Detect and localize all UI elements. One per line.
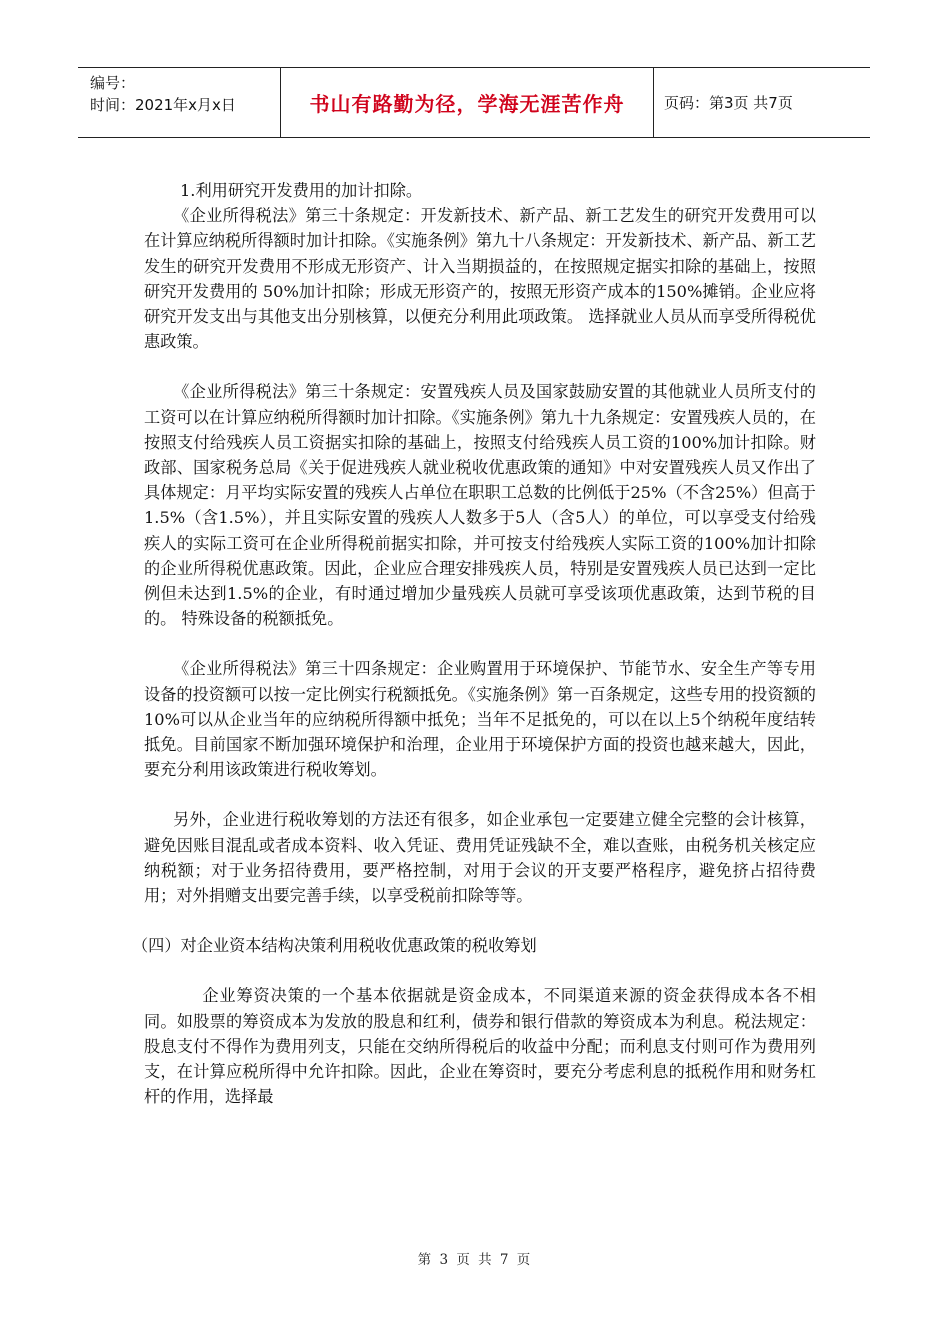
header-motto: 书山有路勤为径，学海无涯苦作舟 (309, 92, 625, 116)
header-page-cell (654, 68, 870, 137)
page-header (78, 67, 870, 138)
document-body (132, 178, 816, 1110)
document-number-label: 编号： (90, 74, 136, 92)
header-page-info: 页码：第3页 共7页 (664, 94, 793, 112)
footer-page-number: 第 3 页 共 7 页 (417, 1252, 533, 1268)
section-heading-rd-deduction: 1.利用研究开发费用的加计扣除。 (180, 181, 423, 200)
page-footer (0, 1248, 950, 1268)
paragraph-equipment-credit: 《企业所得税法》第三十四条规定：企业购置用于环境保护、节能节水、安全生产等专用设备的投资额可以按一定比例实行税额抵免。《实施条例》第一百条规定，这些专用的投资额的10%可以从企业当年的应纳税所得额中抵免；当年不足抵免的，可以在以上5个纳税年度结转抵免。目前国家不断加强环境保护和治理，企业用于环境保护方面的投资也越来越大，因此，要充分利用该政策进行税收筹划。 (144, 659, 816, 780)
section-heading-capital-structure: （四）对企业资本结构决策利用税收优惠政策的税收筹划 (132, 936, 537, 956)
paragraph-financing-decision: 企业筹资决策的一个基本依据就是资金成本，不同渠道来源的资金获得成本各不相同。如股票的筹资成本为发放的股息和红利，债券和银行借款的筹资成本为利息。税法规定：股息支付不得作为费用列支，只能在交纳所得税后的收益中分配；而利息支付则可作为费用列支，在计算应税所得中允许扣除。因此，企业在筹资时，要充分考虑利息的抵税作用和财务杠杆的作用，选择最 (144, 986, 816, 1107)
paragraph-rd-expense: 《企业所得税法》第三十条规定：开发新技术、新产品、新工艺发生的研究开发费用可以在计算应纳税所得额时加计扣除。《实施条例》第九十八条规定：开发新技术、新产品、新工艺发生的研究开发费用不形成无形资产、计入当期损益的，在按照规定据实扣除的基础上，按照研究开发费用的 50%加计扣除；形成无形资产的，按照无形资产成本的150%摊销。企业应将研究开发支出与其他支出分别核算，以便充分利用此项政策。 选择就业人员从而享受所得税优惠政策。 (144, 206, 816, 352)
header-motto-cell (281, 68, 654, 137)
header-info-cell (78, 68, 281, 137)
paragraph-disabled-employment: 《企业所得税法》第三十条规定：安置残疾人员及国家鼓励安置的其他就业人员所支付的工资可以在计算应纳税所得额时加计扣除。《实施条例》第九十九条规定：安置残疾人员的，在按照支付给残疾人员工资据实扣除的基础上，按照支付给残疾人员工资的100%加计扣除。财政部、国家税务总局《关于促进残疾人就业税收优惠政策的通知》中对安置残疾人员又作出了具体规定：月平均实际安置的残疾人占单位在职职工总数的比例低于25%（不含25%）但高于1.5%（含1.5%），并且实际安置的残疾人人数多于5人（含5人）的单位，可以享受支付给残疾人的实际工资可在企业所得税前据实扣除，并可按支付给残疾人实际工资的100%加计扣除的企业所得税优惠政策。因此，企业应合理安排残疾人员，特别是安置残疾人员已达到一定比例但未达到1.5%的企业，有时通过增加少量残疾人员就可享受该项优惠政策，达到节税的目的。 特殊设备的税额抵免。 (144, 382, 816, 629)
document-date-label: 时间：2021年x月x日 (90, 96, 236, 114)
paragraph-other-methods: 另外，企业进行税收筹划的方法还有很多，如企业承包一定要建立健全完整的会计核算，避免因账目混乱或者成本资料、收入凭证、费用凭证残缺不全，难以查账，由税务机关核定应纳税额；对于业务招待费用，要严格控制，对用于会议的开支要严格程序，避免挤占招待费用；对外捐赠支出要完善手续，以享受税前扣除等等。 (144, 810, 816, 906)
